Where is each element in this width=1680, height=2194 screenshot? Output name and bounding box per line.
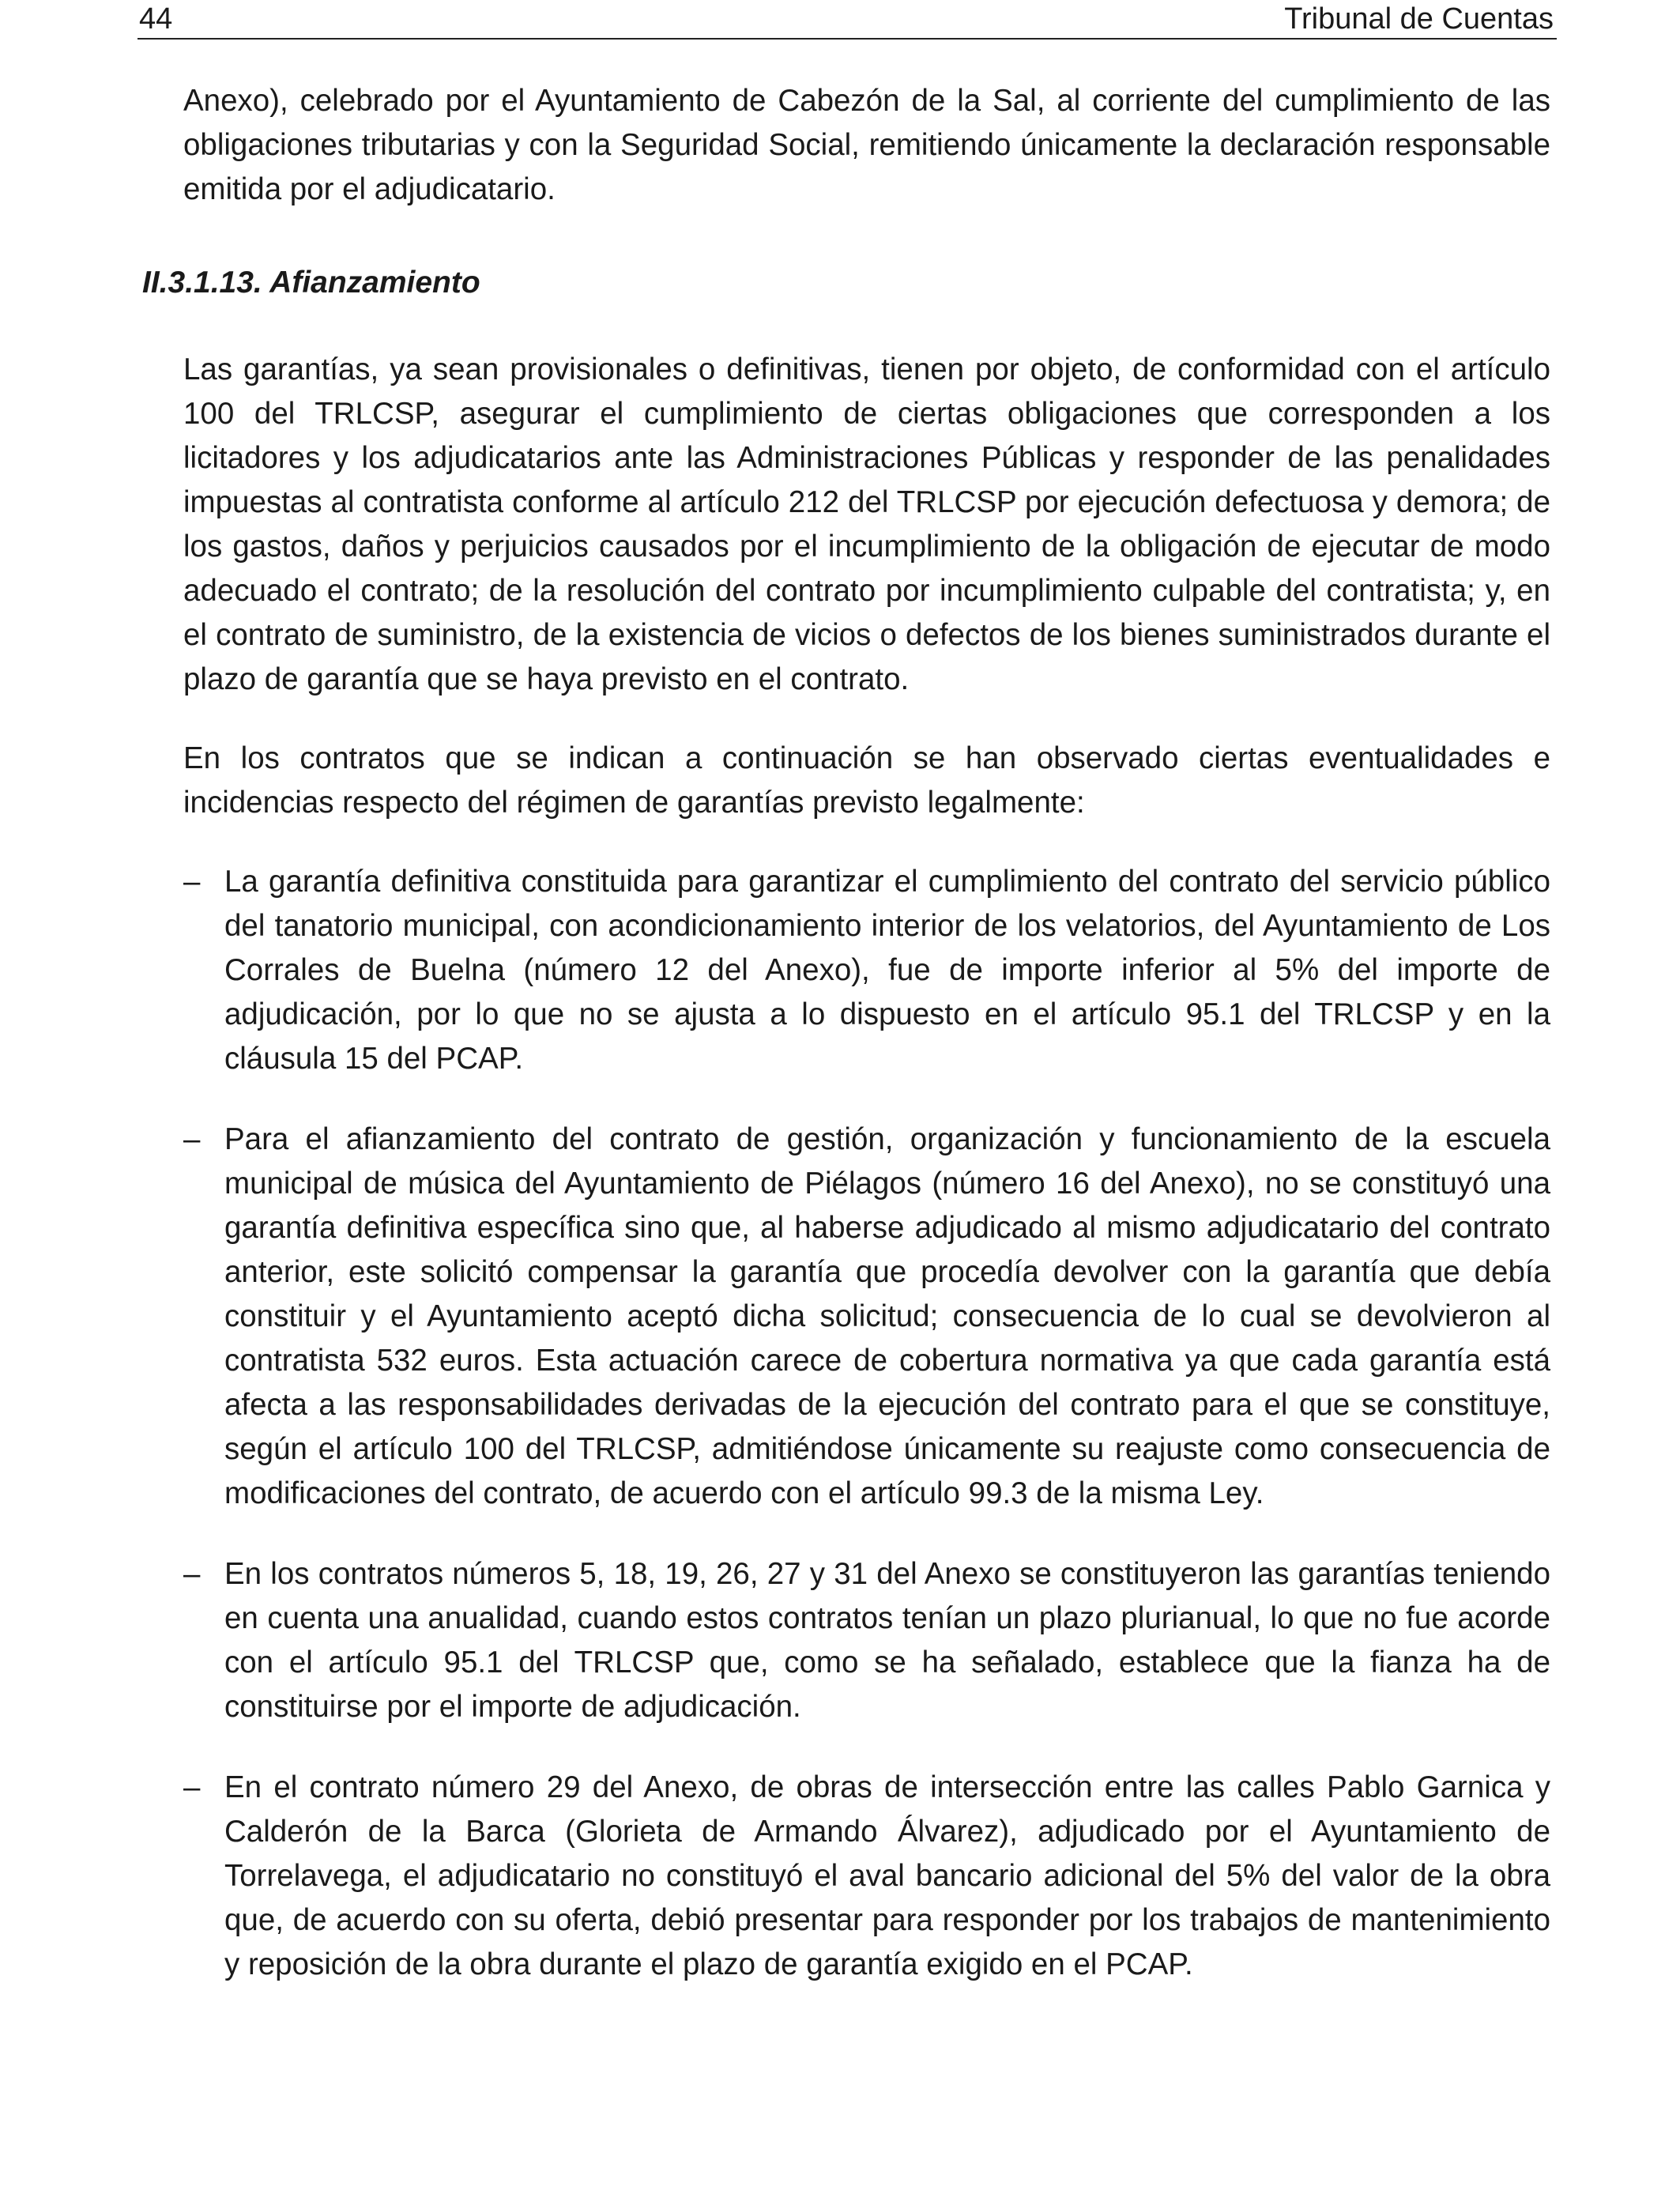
list-item-text: En los contratos números 5, 18, 19, 26, 27 y 31 del Anexo se constituyeron las garantías teniendo en cuenta una anualidad, cuando estos contratos tenían un plazo plurianual, lo que no fue acorde con el artículo 95.1 del TRLCSP que, como se ha señalado, establece que la fianza ha de constituirse por el importe de adjudicación. [224,1557,1550,1724]
list-dash: – [183,865,201,899]
list-dash: – [183,1557,201,1591]
list-item [183,1118,1550,1516]
list-item-text: La garantía definitiva constituida para garantizar el cumplimiento del contrato del servicio público del tanatorio municipal, con acondicionamiento interior de los velatorios, del Ayuntamiento de Los Corrales de Buelna (número 12 del Anexo), fue de importe inferior al 5% del importe de adjudicación, por lo que no se ajusta a lo dispuesto en el artículo 95.1 del TRLCSP y en la cláusula 15 del PCAP. [224,865,1550,1076]
list-dash: – [183,1770,201,1804]
list-item-text: Para el afianzamiento del contrato de gestión, organización y funcionamiento de la escuela municipal de música del Ayuntamiento de Piélagos (número 16 del Anexo), no se constituyó una garantía definitiva específica sino que, al haberse adjudicado al mismo adjudicatario del contrato anterior, este solicitó compensar la garantía que procedía devolver con la garantía que debía constituir y el Ayuntamiento aceptó dicha solicitud; consecuencia de lo cual se devolvieron al contratista 532 euros. Esta actuación carece de cobertura normativa ya que cada garantía está afecta a las responsabilidades derivadas de la ejecución del contrato para el que se constituye, según el artículo 100 del TRLCSP, admitiéndose únicamente su reajuste como consecuencia de modificaciones del contrato, de acuerdo con el artículo 99.3 de la misma Ley. [224,1122,1550,1510]
list-dash: – [183,1122,201,1156]
list-item [183,1766,1550,1987]
body-paragraph: En los contratos que se indican a continuación se han observado ciertas eventualidades e incidencias respecto del régimen de garantías previsto legalmente: [183,741,1550,820]
list-item [183,860,1550,1081]
list-item-text: En el contrato número 29 del Anexo, de obras de intersección entre las calles Pablo Garnica y Calderón de la Barca (Glorieta de Armando Álvarez), adjudicado por el Ayuntamiento de Torrelavega, el adjudicatario no constituyó el aval bancario adicional del 5% del valor de la obra que, de acuerdo con su oferta, debió presentar para responder por los trabajos de mantenimiento y reposición de la obra durante el plazo de garantía exigido en el PCAP. [224,1770,1550,1981]
section-heading: II.3.1.13. Afianzamiento [142,266,480,300]
page-content [183,79,1550,212]
continuation-paragraph: Anexo), celebrado por el Ayuntamiento de Cabezón de la Sal, al corriente del cumplimiento de las obligaciones tributarias y con la Seguridad Social, remitiendo únicamente la declaración responsable emitida por el adjudicatario. [183,84,1550,206]
list-item [183,1552,1550,1729]
page-number: 44 [139,2,173,36]
section-body [183,348,1550,1987]
running-title: Tribunal de Cuentas [1284,2,1554,36]
body-paragraph: Las garantías, ya sean provisionales o definitivas, tienen por objeto, de conformidad con el artículo 100 del TRLCSP, asegurar el cumplimiento de ciertas obligaciones que corresponden a los licitadores y los adjudicatarios ante las Administraciones Públicas y responder de las penalidades impuestas al contratista conforme al artículo 212 del TRLCSP por ejecución defectuosa y demora; de los gastos, daños y perjuicios causados por el incumplimiento de la obligación de ejecutar de modo adecuado el contrato; de la resolución del contrato por incumplimiento culpable del contratista; y, en el contrato de suministro, de la existencia de vicios o defectos de los bienes suministrados durante el plazo de garantía que se haya previsto en el contrato. [183,352,1550,696]
page-header [137,0,1557,40]
